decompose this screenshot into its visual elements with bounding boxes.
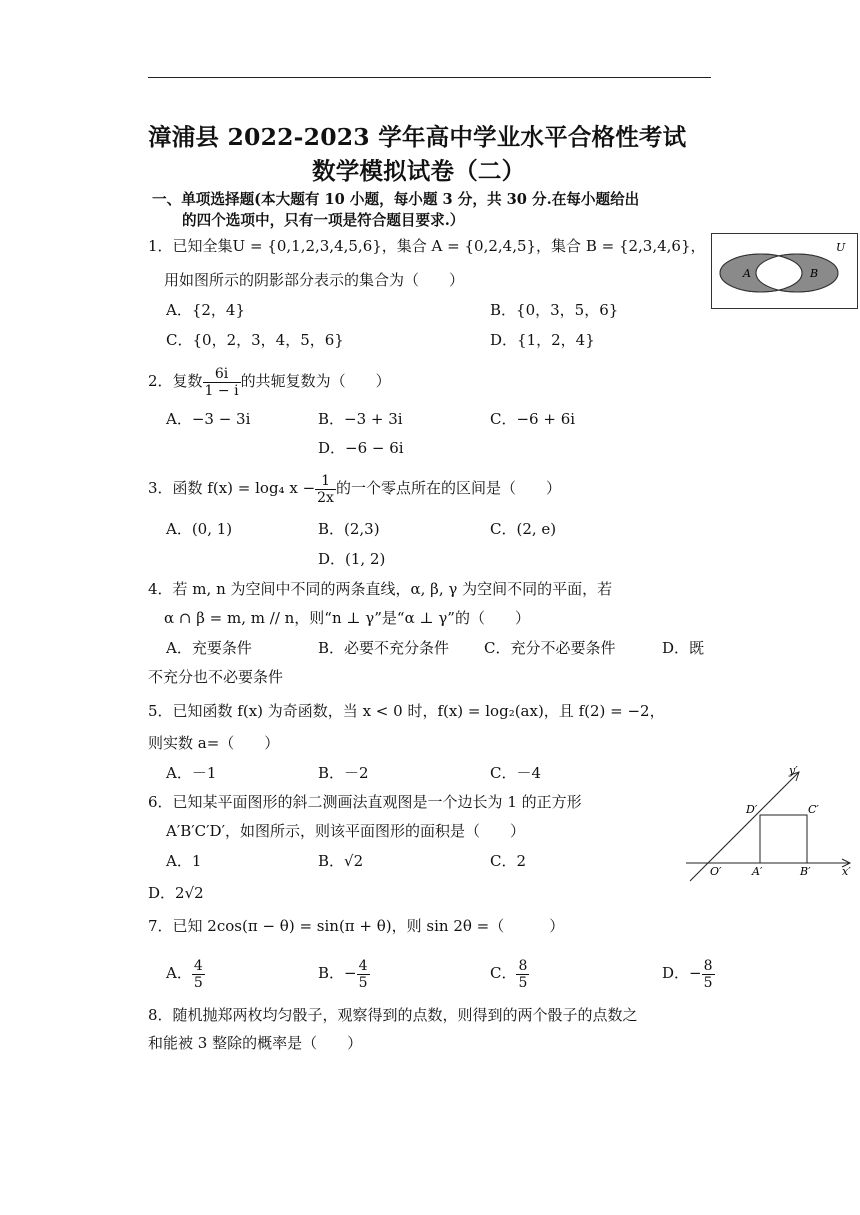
- venn-label-u: U: [836, 241, 846, 254]
- q2-numerator: 6i: [203, 366, 241, 383]
- q6-option-d: D．2√2: [148, 884, 204, 902]
- oblique-projection-figure: [684, 762, 856, 886]
- q7-option-d: D．− $\frac{8}{5}$: [662, 957, 713, 991]
- q3-numerator: 1: [315, 473, 336, 490]
- q7-option-a: A． $\frac{4}{5}$: [166, 957, 203, 991]
- q6-option-a: A．1: [166, 852, 202, 870]
- q2-option-c: C．−6 + 6i: [490, 410, 576, 428]
- q7-option-b: B．− $\frac{4}{5}$: [318, 957, 368, 991]
- q1-option-d: D．{1，2，4}: [490, 331, 595, 349]
- q4-option-d-part1: D．既: [662, 639, 705, 657]
- q5-option-c: C．－4: [490, 764, 542, 782]
- q3-prefix: 3．函数 f(x) = log₄ x −: [148, 479, 316, 497]
- title-line2: 数学模拟试卷（二）: [312, 157, 526, 185]
- label-b-prime: B′: [800, 865, 811, 878]
- q6-stem-line1: 6．已知某平面图形的斜二测画法直观图是一个边长为 1 的正方形: [148, 793, 582, 811]
- q2-denominator: 1 − i: [204, 382, 239, 399]
- q2-prefix: 2．复数: [148, 372, 203, 390]
- label-x-prime: x′: [842, 865, 851, 878]
- q4-stem-line2: α ∩ β = m, m // n，则“n ⊥ γ”是“α ⊥ γ”的（ ）: [164, 609, 530, 627]
- q7-a-fraction: $\frac{4}{5}$: [193, 957, 203, 991]
- q2-option-a: A．−3 − 3i: [166, 410, 251, 428]
- q7-stem: 7．已知 2cos(π − θ) = sin(π + θ)，则 sin 2θ =（ ）: [148, 917, 565, 935]
- q5-option-b: B．－2: [318, 764, 369, 782]
- q1-option-a: A．{2，4}: [166, 301, 246, 319]
- q6-stem-line2: A′B′C′D′，如图所示，则该平面图形的面积是（ ）: [166, 822, 525, 840]
- q2-option-d: D．−6 − 6i: [318, 439, 404, 457]
- venn-diagram: [711, 233, 859, 310]
- title-line1: 漳浦县 2022-2023 学年高中学业水平合格性考试: [148, 123, 687, 151]
- q7-option-c: C． $\frac{8}{5}$: [490, 957, 528, 991]
- q3-option-c: C．(2, e): [490, 520, 557, 538]
- q6-option-b: B．√2: [318, 852, 364, 870]
- label-c-prime: C′: [808, 803, 819, 816]
- q6-option-c: C．2: [490, 852, 527, 870]
- q3-stem: [148, 467, 561, 509]
- q4-option-b: B．必要不充分条件: [318, 639, 450, 657]
- square-abcd: [760, 815, 807, 863]
- q4-option-a: A．充要条件: [166, 639, 252, 657]
- y-axis: [690, 772, 799, 881]
- label-a-prime: A′: [752, 865, 763, 878]
- q5-stem-line1: 5．已知函数 f(x) 为奇函数，当 x < 0 时，f(x) = log₂(ax)，且 f(2) = −2，: [148, 702, 665, 720]
- q1-option-c: C．{0，2，3，4，5，6}: [166, 331, 344, 349]
- header-rule: [148, 77, 711, 78]
- q5-option-a: A．－1: [166, 764, 217, 782]
- q3-suffix: 的一个零点所在的区间是（ ）: [335, 479, 561, 497]
- q1-stem-line2: 用如图所示的阴影部分表示的集合为（ ）: [164, 271, 465, 289]
- venn-label-b: B: [810, 267, 819, 280]
- q2-fraction: [203, 366, 241, 399]
- q2-option-b: B．−3 + 3i: [318, 410, 403, 428]
- q3-option-b: B．(2,3): [318, 520, 380, 538]
- q8-stem-line2: 和能被 3 整除的概率是（ ）: [148, 1034, 363, 1052]
- q7-c-fraction: $\frac{8}{5}$: [518, 957, 528, 991]
- q4-option-c: C．充分不必要条件: [484, 639, 616, 657]
- section-heading-line1: 一、单项选择题(本大题有 10 小题，每小题 3 分，共 30 分.在每小题给出: [152, 191, 640, 208]
- venn-label-a: A: [743, 267, 751, 280]
- q1-stem-line1: 1．已知全集U = {0,1,2,3,4,5,6}，集合 A = {0,2,4,5}，集合 B = {2,3,4,6}，: [148, 237, 706, 255]
- q8-stem-line1: 8．随机抛郑两枚均匀骰子，观察得到的点数，则得到的两个骰子的点数之: [148, 1006, 638, 1024]
- q2-stem: [148, 360, 391, 402]
- q7-d-fraction: $\frac{8}{5}$: [703, 957, 713, 991]
- q3-fraction: [315, 473, 336, 506]
- label-y-prime: y′: [789, 764, 798, 777]
- q3-option-a: A．(0, 1): [166, 520, 233, 538]
- q4-option-d-part2: 不充分也不必要条件: [148, 668, 284, 686]
- q4-stem-line1: 4．若 m, n 为空间中不同的两条直线，α, β, γ 为空间不同的平面，若: [148, 580, 613, 598]
- label-d-prime: D′: [746, 803, 758, 816]
- label-o-prime: O′: [710, 865, 722, 878]
- q5-stem-line2: 则实数 a=（ ）: [148, 734, 280, 752]
- q3-denominator: 2x: [317, 489, 334, 506]
- q3-option-d: D．(1, 2): [318, 550, 386, 568]
- section-heading-line2: 的四个选项中，只有一项是符合题目要求.）: [182, 212, 465, 229]
- q7-b-fraction: $\frac{4}{5}$: [358, 957, 368, 991]
- q1-option-b: B．{0，3，5，6}: [490, 301, 619, 319]
- q2-suffix: 的共轭复数为（ ）: [240, 372, 391, 390]
